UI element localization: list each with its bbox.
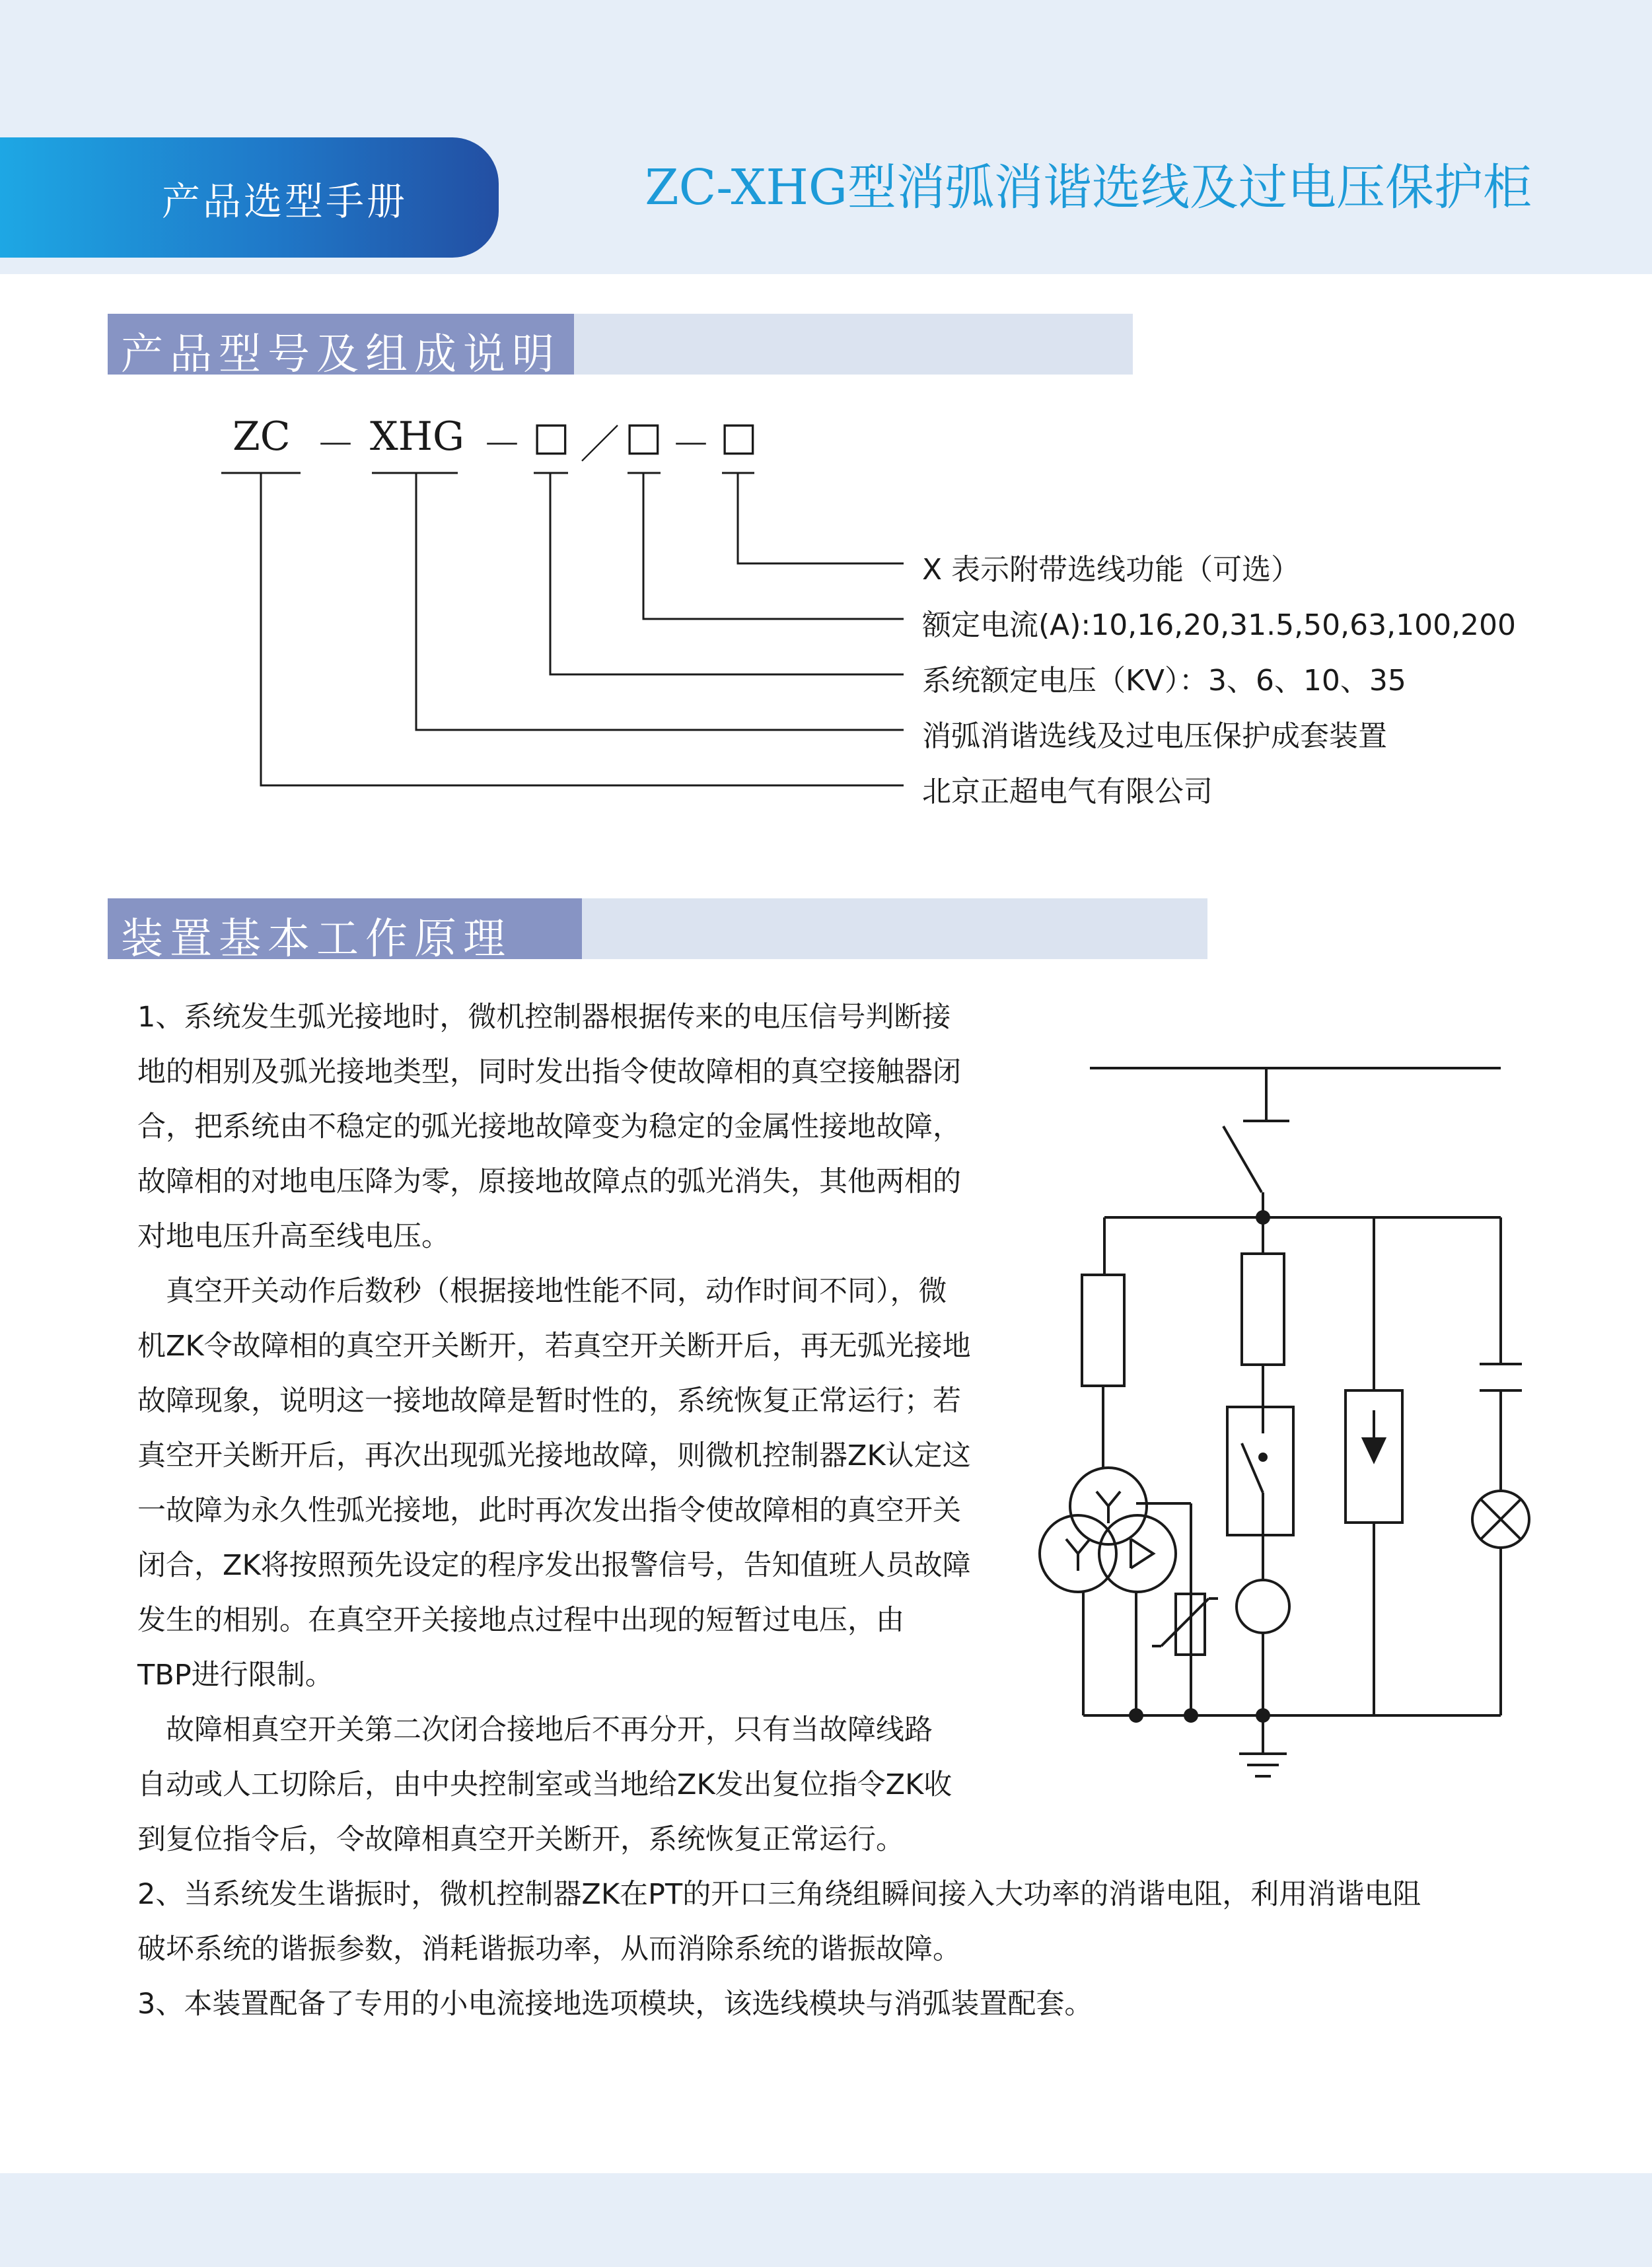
fuse-middle — [1242, 1254, 1284, 1365]
legend-current: 额定电流(A):10,16,20,31.5,50,63,100,200 — [922, 608, 1517, 642]
footer-band — [0, 2173, 1652, 2267]
fuse-left — [1082, 1275, 1124, 1386]
section-title-model: 产品型号及组成说明 — [121, 330, 561, 379]
paragraph-line: 1、系统发生弧光接地时，微机控制器根据传来的电压信号判断接 — [137, 1001, 951, 1034]
code-slash: ／ — [580, 422, 620, 468]
legend-device: 消弧消谐选线及过电压保护成套装置 — [922, 719, 1387, 753]
paragraph-line: 真空开关断开后，再次出现弧光接地故障，则微机控制器ZK认定这 — [137, 1439, 971, 1472]
pt-winding-right — [1099, 1515, 1176, 1592]
paragraph-line: 地的相别及弧光接地类型，同时发出指令使故障相的真空接触器闭 — [137, 1056, 961, 1089]
paragraph-line: 真空开关动作后数秒（根据接地性能不同，动作时间不同），微 — [137, 1275, 947, 1308]
paragraph-line: 闭合，ZK将按照预先设定的程序发出报警信号，告知值班人员故障 — [137, 1549, 971, 1582]
code-box-voltage: □ — [532, 414, 570, 460]
paragraph-line: 一故障为永久性弧光接地，此时再次发出指令使故障相的真空开关 — [137, 1494, 961, 1527]
code-separator: － — [482, 422, 522, 468]
paragraph-line: 2、当系统发生谐振时，微机控制器ZK在PT的开口三角绕组瞬间接入大功率的消谐电阻，利用消谐电阻 — [137, 1878, 1421, 1911]
code-separator: － — [316, 422, 355, 468]
paragraph-line: 对地电压升高至线电压。 — [137, 1220, 450, 1253]
vacuum-contactor — [1227, 1407, 1293, 1535]
legend-voltage: 系统额定电压（KV）：3、6、10、35 — [922, 664, 1406, 698]
legend-company: 北京正超电气有限公司 — [922, 775, 1213, 809]
header-tab-label: 产品选型手册 — [162, 179, 408, 224]
paragraph-line: 3、本装置配备了专用的小电流接地选项模块，该选线模块与消弧装置配套。 — [137, 1988, 1093, 2021]
current-transformer — [1237, 1580, 1289, 1633]
code-box-current: □ — [625, 414, 663, 460]
paragraph-line: 故障相的对地电压降为零，原接地故障点的弧光消失，其他两相的 — [137, 1165, 961, 1198]
paragraph-line: 故障相真空开关第二次闭合接地后不再分开，只有当故障线路 — [137, 1713, 933, 1746]
code-separator: － — [671, 422, 711, 468]
paragraph-line: 到复位指令后，令故障相真空开关断开，系统恢复正常运行。 — [137, 1823, 904, 1856]
legend-option: X 表示附带选线功能（可选） — [922, 553, 1301, 587]
paragraph-line: 故障现象，说明这一接地故障是暂时性的，系统恢复正常运行；若 — [137, 1385, 961, 1418]
paragraph-line: 破坏系统的谐振参数，消耗谐振功率，从而消除系统的谐振故障。 — [137, 1933, 961, 1966]
document-title: ZC-XHG型消弧消谐选线及过电压保护柜 — [645, 159, 1532, 216]
paragraph-line: 合，把系统由不稳定的弧光接地故障变为稳定的金属性接地故障， — [137, 1110, 961, 1143]
code-box-option: □ — [720, 414, 758, 460]
section-title-principle: 装置基本工作原理 — [121, 915, 512, 964]
code-part-series: XHG — [370, 414, 464, 460]
paragraph-line: 机ZK令故障相的真空开关断开，若真空开关断开后，再无弧光接地 — [137, 1330, 971, 1363]
paragraph-line: 自动或人工切除后，由中央控制室或当地给ZK发出复位指令ZK收 — [137, 1768, 952, 1801]
paragraph-line: TBP进行限制。 — [137, 1659, 334, 1692]
paragraph-line: 发生的相别。在真空开关接地点过程中出现的短暂过电压，由 — [137, 1604, 904, 1637]
code-part-company: ZC — [233, 414, 291, 460]
disconnector-blade — [1223, 1126, 1262, 1192]
